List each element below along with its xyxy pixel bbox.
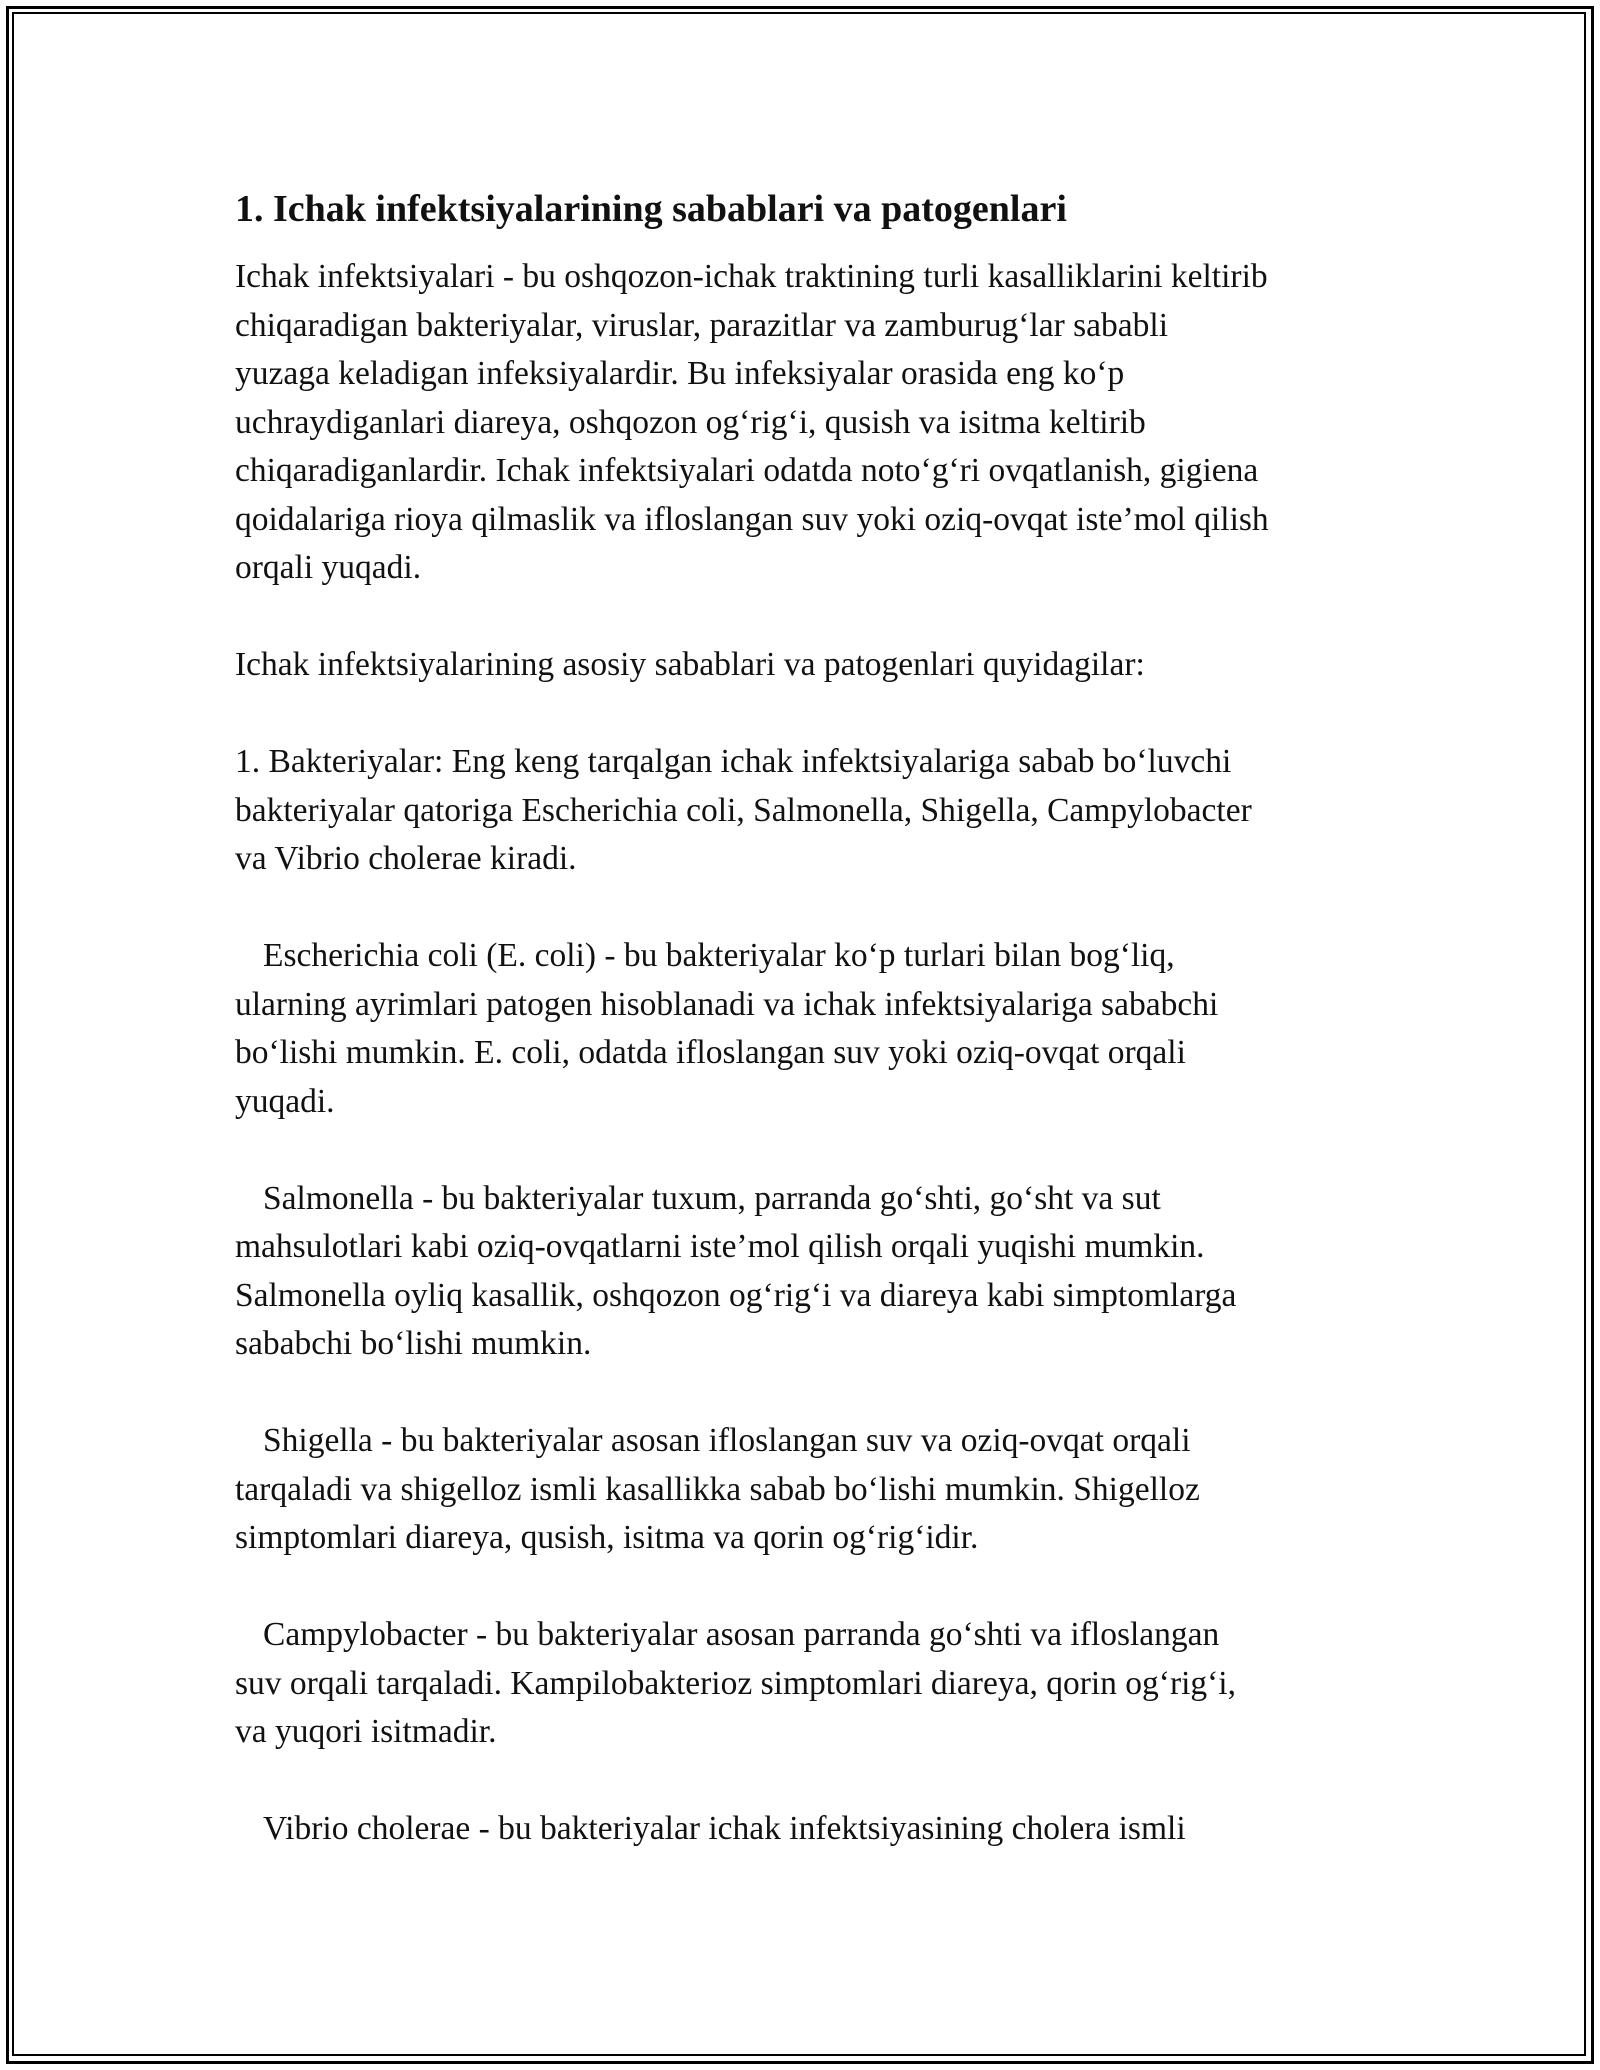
section-heading: 1. Ichak infektsiyalarining sabablari va patogenlari — [235, 188, 1067, 230]
text-line: mahsulotlari kabi oziq-ovqatlarni iste’mol qilish orqali yuqishi mumkin. — [235, 1228, 1205, 1265]
paragraph-campylobacter — [235, 1611, 1385, 1757]
text-line: Salmonella oyliq kasallik, oshqozon og‘rig‘i va diareya kabi simptomlarga — [235, 1276, 1237, 1314]
paragraph-bacteria — [235, 738, 1385, 884]
document-body — [235, 185, 1385, 1854]
paragraph-gap — [235, 593, 1385, 642]
text-line: bakteriyalar qatoriga Escherichia coli, Salmonella, Shigella, Campylobacter — [235, 791, 1252, 829]
text-line: va yuqori isitmadir. — [235, 1713, 497, 1750]
text-line: uchraydiganlari diareya, oshqozon og‘rig‘i, qusish va isitma keltirib — [235, 403, 1146, 441]
paragraph-gap — [235, 884, 1385, 933]
text-line: Salmonella - bu bakteriyalar tuxum, parranda go‘shti, go‘sht va sut — [263, 1179, 1161, 1217]
paragraph-gap — [235, 1369, 1385, 1418]
text-line: va Vibrio cholerae kiradi. — [235, 840, 577, 877]
paragraph-gap — [235, 1563, 1385, 1612]
paragraph-gap — [235, 690, 1385, 739]
paragraph-shigella — [235, 1417, 1385, 1563]
paragraph-gap — [235, 1126, 1385, 1175]
text-line: orqali yuqadi. — [235, 549, 422, 586]
paragraph-vibrio-cholerae — [235, 1805, 1385, 1854]
text-line: bo‘lishi mumkin. E. coli, odatda ifloslangan suv yoki oziq-ovqat orqali — [235, 1034, 1186, 1071]
text-line: Ichak infektsiyalari - bu oshqozon-ichak traktining turli kasalliklarini keltirib — [235, 258, 1268, 295]
text-line: simptomlari diareya, qusish, isitma va qorin og‘rig‘idir. — [235, 1519, 979, 1556]
text-line: sababchi bo‘lishi mumkin. — [235, 1325, 592, 1362]
text-line: tarqaladi va shigelloz ismli kasallikka sabab bo‘lishi mumkin. Shigelloz — [235, 1470, 1200, 1508]
text-line: 1. Bakteriyalar: Eng keng tarqalgan ichak infektsiyalariga sabab bo‘luvchi — [235, 743, 1232, 780]
text-line: Campylobacter - bu bakteriyalar asosan parranda go‘shti va ifloslangan — [263, 1616, 1220, 1653]
text-line: Ichak infektsiyalarining asosiy sabablari va patogenlari quyidagilar: — [235, 646, 1145, 683]
text-line: qoidalariga rioya qilmaslik va ifloslangan suv yoki oziq-ovqat iste’mol qilish — [235, 500, 1269, 538]
text-line: Shigella - bu bakteriyalar asosan ifloslangan suv va oziq-ovqat orqali — [263, 1422, 1191, 1459]
paragraph-e-coli — [235, 932, 1385, 1126]
text-line: chiqaradiganlardir. Ichak infektsiyalari odatda noto‘g‘ri ovqatlanish, gigiena — [235, 452, 1259, 489]
text-line: Vibrio cholerae - bu bakteriyalar ichak infektsiyasining cholera ismli — [263, 1810, 1186, 1847]
paragraph-gap — [235, 1757, 1385, 1806]
text-line: yuqadi. — [235, 1082, 335, 1120]
paragraph-causes-intro — [235, 641, 1385, 690]
text-line: Escherichia coli (E. coli) - bu bakteriyalar ko‘p turlari bilan bog‘liq, — [263, 937, 1175, 974]
text-line: ularning ayrimlari patogen hisoblanadi va ichak infektsiyalariga sababchi — [235, 985, 1219, 1023]
text-line: yuzaga keladigan infeksiyalardir. Bu infeksiyalar orasida eng ko‘p — [235, 355, 1125, 392]
paragraph-intro — [235, 253, 1385, 593]
paragraph-salmonella — [235, 1175, 1385, 1369]
text-line: suv orqali tarqaladi. Kampilobakterioz simptomlari diareya, qorin og‘rig‘i, — [235, 1664, 1236, 1702]
text-line: chiqaradigan bakteriyalar, viruslar, parazitlar va zamburug‘lar sababli — [235, 306, 1169, 344]
